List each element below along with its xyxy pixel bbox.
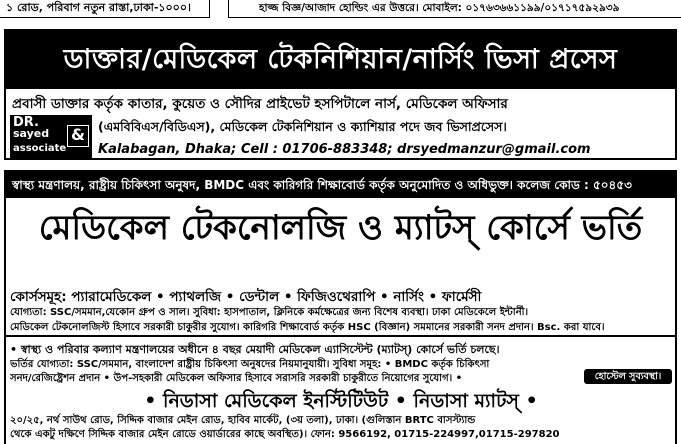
mats-eligibility: ভর্তির যোগ্যতা: SSC/সমমান, বাংলাদেশ রাষ্ট্রীয় চিকিৎসা অনুষদের নিয়মানুযায়ী। সুবিধা সমূহ: • BMDC কর্তৃক চিকিৎসা — [10, 359, 490, 370]
logo-text-sayed: sayed — [13, 127, 50, 140]
logo-text-associate: associate — [13, 143, 67, 154]
mats-course-notice: • স্বাস্থ্য ও পরিবার কল্যাণ মন্ত্রণালয়ের অধীনে ৪ বছর মেয়াদী মেডিকেল এ্যাসিস্টেন্ট (ম্যাটস্) কোর্সে ভর্তি চলছে। — [10, 343, 500, 356]
logo-text-dr: DR. — [13, 115, 39, 130]
institute-address-line1: ২০/২৫, নর্থ সাউথ রোড, সিদ্দিক বাজার মেইন রোড, হাবিব মার্কেট, (৩য় তলা), ঢাকা। (গুলিস্তান BRTC বাসস্ট্যান্ড — [10, 415, 476, 426]
hostel-badge: হোস্টেল সুব্যবস্থা। — [584, 369, 672, 384]
institute-name: • নিডাসা মেডিকেল ইনস্টিটিউট • নিডাসা ম্যাটস্ • — [144, 390, 538, 412]
admission-headline: মেডিকেল টেকনোলজি ও ম্যাটস্ কোর্সে ভর্তি — [38, 208, 643, 248]
medical-technology-admission-ad — [4, 170, 677, 444]
visa-ad-description-line2: (এমবিবিএস/বিডিএস), মেডিকেল টেকনিশিয়ান ও ক্যাশিয়ার পদে জব ভিসাপ্রসেস। — [98, 119, 507, 134]
logo-ampersand: & — [67, 125, 89, 147]
previous-ad-left-address: ১ রোড, পরিবাগ নতুন রাস্তা,ঢাকা-১০০০। — [0, 0, 210, 18]
institute-address-line2: থেকে একটু দক্ষিণে সিদ্দিক বাজার মেইন রোডে ওয়ার্ডারের কাছে অবস্থিত)। ফোন: 9566192, 01715-224997,01715-297820 — [10, 429, 560, 440]
dr-sayed-associate-logo — [10, 115, 92, 159]
courses-list: কোর্সসমূহ: প্যারামেডিকেল • প্যাথলজি • ডেন্টাল • ফিজিওথেরাপি • নার্সিং • ফার্মেসী — [10, 289, 482, 305]
eligibility-line2: মেডিকেল টেকনোলজিস্ট হিসাবে সরকারী চাকুরীর সুযোগ। কারিগরি শিক্ষাবোর্ড কর্তৃক HSC (বিজ্ঞান) সমমানের সরকারী সনদ প্রদান। Bsc. করা যাবে। — [10, 322, 605, 333]
eligibility-line1: যোগ্যতা: SSC/সমমান,যেকোন গ্রুপ ও সাল। সুবিধা: হাসপাতাল, ক্লিনিকে কর্মক্ষেত্রের জন্য বিশেষ ব্যবস্থা। ঢাকা মেডিকেলে ইন্টার্নী। — [10, 307, 529, 318]
section-divider — [6, 335, 675, 337]
visa-ad-description-line1: প্রবাসী ডাক্তার কর্তৃক কাতার, কুয়েত ও সৌদির প্রাইভেট হসপিটালে নার্স, মেডিকেল অফিসার — [12, 96, 508, 112]
visa-ad-headline: ডাক্তার/মেডিকেল টেকনিশিয়ান/নার্সিং ভিসা প্রসেস — [6, 31, 675, 89]
approval-banner: স্বাস্থ্য মন্ত্রণালয়, রাষ্ট্রীয় চিকিৎসা অনুষদ, BMDC এবং কারিগরি শিক্ষাবোর্ড কর্তৃক অনুমোদিত ও অধিভুক্ত। কলেজ কোড : ৫০৪৫৩ — [6, 172, 675, 198]
previous-ads-strip — [0, 0, 681, 20]
visa-processing-ad — [4, 29, 677, 160]
visa-ad-contact: Kalabagan, Dhaka; Cell : 01706-883348; drsyedmanzur@gmail.com — [98, 142, 591, 157]
previous-ad-right-address: হাজ্জ বিজ্ঞ/আজাদ হোল্ডিং এর উত্তরে। মোবাইল: ০১৭৬৩৬৬১১৯৯/০১৭১৭৫৯২৯৩৯ — [228, 0, 681, 18]
mats-benefits: সনদ/রেজিষ্ট্রেশন প্রদান • উপ-সহকারী মেডিকেল অফিসার হিসাবে সরাসরি সরকারী চাকুরীতে নিয়োগের সুযোগ। • — [10, 373, 463, 384]
